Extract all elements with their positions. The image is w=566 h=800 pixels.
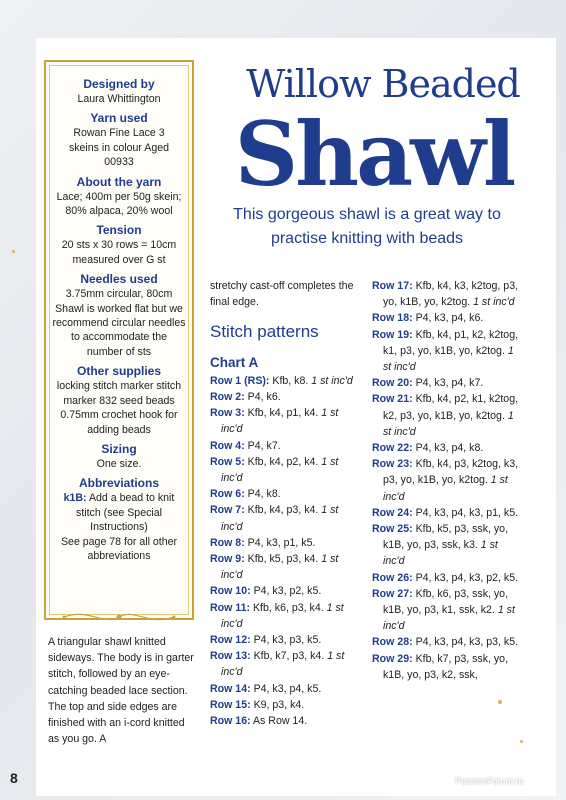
row-label: Row 7: <box>210 504 245 517</box>
abbreviation-key: k1B: <box>63 492 87 505</box>
intro-text: A triangular shawl knitted sideways. The body is in garter stitch, followed by an eye-catching beaded lace section. The top and side edges are finished with an i-cord knitted as you go. A <box>48 636 194 746</box>
row-increase-note: 1 st inc'd <box>221 650 345 679</box>
pattern-row <box>210 389 358 405</box>
row-instructions: P4, k3, p3, k5. <box>250 634 322 647</box>
pattern-row <box>372 440 522 456</box>
row-instructions: P4, k3, p4, k3, p1, k5. <box>412 506 519 519</box>
pattern-row <box>210 681 358 697</box>
row-label: Row 3: <box>210 407 245 420</box>
pattern-row <box>210 405 358 437</box>
pattern-row <box>210 632 358 648</box>
pattern-row <box>372 521 522 570</box>
row-label: Row 10: <box>210 585 251 598</box>
row-increase-note: 1 st inc'd <box>473 296 515 309</box>
row-instructions: P4, k3, p4, k3, p2, k5. <box>412 571 519 584</box>
pattern-info-box <box>44 60 194 620</box>
gold-flourish-ornament <box>44 606 194 628</box>
about-yarn-text: Lace; 400m per 50g skein; 80% alpaca, 20% wool <box>56 190 182 218</box>
row-instructions: Kfb, k4, k3, k2tog, p3, yo, k1B, yo, k2tog. <box>383 280 519 309</box>
row-increase-note: 1 st inc'd <box>221 601 344 630</box>
pattern-row <box>372 586 522 635</box>
row-label: Row 27: <box>372 587 413 600</box>
row-label: Row 29: <box>372 652 413 665</box>
sizing-text: One size. <box>96 457 142 470</box>
row-label: Row 19: <box>372 328 413 341</box>
row-instructions: Kfb, k4, p3, k4. <box>244 504 322 517</box>
needles-heading: Needles used <box>80 272 158 287</box>
row-instructions: Kfb, k7, p3, ssk, yo, k1B, yo, p3, k2, ssk, <box>383 652 509 681</box>
row-instructions: P4, k3, p4, k7. <box>412 377 484 390</box>
row-label: Row 26: <box>372 571 413 584</box>
abbreviations-see-page: See page 78 for all other abbreviations <box>60 535 178 562</box>
tension-heading: Tension <box>96 223 142 238</box>
row-label: Row 24: <box>372 506 413 519</box>
row-instructions: P4, k6. <box>244 391 281 404</box>
row-label: Row 5: <box>210 455 245 468</box>
row-label: Row 13: <box>210 650 251 663</box>
row-label: Row 6: <box>210 488 245 501</box>
row-label: Row 1 (RS): <box>210 374 270 387</box>
pattern-row <box>372 391 522 440</box>
row-instructions: Kfb, k8. <box>269 374 312 387</box>
pattern-row <box>210 454 358 486</box>
pattern-row <box>210 486 358 502</box>
watermark-text: PassionForum.ru <box>455 776 524 786</box>
pattern-row <box>372 327 522 376</box>
pattern-row <box>372 278 522 310</box>
pattern-row <box>372 505 522 521</box>
gold-sparkle-decoration <box>520 740 523 743</box>
row-instructions: Kfb, k4, p3, k2tog, k3, p3, yo, k1B, yo, k2tog. <box>383 458 519 487</box>
row-label: Row 9: <box>210 553 245 566</box>
pattern-column-3 <box>372 278 522 683</box>
pattern-row <box>372 651 522 683</box>
pattern-row <box>210 373 358 389</box>
chart-a-rows-list-continued <box>372 278 522 683</box>
row-label: Row 20: <box>372 377 413 390</box>
row-instructions: P4, k7. <box>244 439 281 452</box>
row-increase-note: 1 st inc'd <box>383 474 508 503</box>
pattern-row <box>372 375 522 391</box>
row-label: Row 2: <box>210 391 245 404</box>
pattern-column-2 <box>210 278 358 729</box>
needles-text: 3.75mm circular, 80cm Shawl is worked flat but we recommend circular needles to accommodate the number of sts <box>52 288 186 358</box>
pattern-row <box>372 456 522 505</box>
row-instructions: Kfb, k7, p3, k4. <box>250 650 328 663</box>
pattern-row <box>210 583 358 599</box>
gold-sparkle-decoration <box>12 250 15 253</box>
gold-sparkle-decoration <box>498 700 502 704</box>
row-instructions: P4, k3, p1, k5. <box>244 536 316 549</box>
pattern-row <box>210 502 358 534</box>
chart-a-rows-list <box>210 373 358 729</box>
row-label: Row 18: <box>372 312 413 325</box>
pattern-row <box>210 600 358 632</box>
page-number: 8 <box>10 770 18 786</box>
row-label: Row 16: <box>210 715 251 728</box>
about-yarn-heading: About the yarn <box>76 174 162 189</box>
row-instructions: Kfb, k4, p1, k4. <box>244 407 322 420</box>
row-instructions: P4, k3, p2, k5. <box>250 585 322 598</box>
row-instructions: Kfb, k4, p2, k1, k2tog, k2, p3, yo, k1B, yo, k2tog. <box>383 393 519 422</box>
designer-name: Laura Whittington <box>77 93 161 105</box>
abbreviation-k1b <box>46 491 192 534</box>
pattern-row <box>372 634 522 650</box>
row-increase-note: 1 st inc'd <box>383 344 514 374</box>
tension-text: 20 sts x 30 rows = 10cm measured over G st <box>61 239 177 266</box>
row-increase-note: 1 st inc'd <box>383 409 514 438</box>
row-label: Row 8: <box>210 536 245 549</box>
row-label: Row 23: <box>372 458 413 471</box>
row-increase-note: 1 st inc'd <box>221 553 339 582</box>
pattern-row <box>210 438 358 454</box>
pattern-row <box>210 713 358 729</box>
sizing-heading: Sizing <box>101 441 137 456</box>
pattern-row <box>210 551 358 583</box>
subtitle: This gorgeous shawl is a great way to practise knitting with beads <box>233 206 501 247</box>
row-increase-note: 1 st inc'd <box>383 539 498 568</box>
row-label: Row 22: <box>372 442 413 455</box>
row-increase-note: 1 st inc'd <box>221 455 339 485</box>
row-label: Row 4: <box>210 439 245 452</box>
abbreviations-heading: Abbreviations <box>78 476 159 491</box>
row-label: Row 11: <box>210 601 251 614</box>
row-instructions: P4, k3, p4, k3, p3, k5. <box>412 636 519 649</box>
pattern-row <box>210 648 358 680</box>
supplies-text: locking stitch marker stitch marker 832 seed beads 0.75mm crochet hook for adding beads <box>56 380 182 436</box>
row-label: Row 21: <box>372 393 413 406</box>
row-instructions: Kfb, k6, p3, ssk, yo, k1B, yo, p3, k1, ssk, k2. <box>383 587 509 617</box>
row-instructions: Kfb, k5, p3, k4. <box>244 553 322 566</box>
pattern-row <box>372 570 522 586</box>
row-label: Row 25: <box>372 523 413 536</box>
abbreviation-text: Add a bead to knit stitch (see Special Instructions) <box>76 492 175 534</box>
yarn-used-text: Rowan Fine Lace 3 skeins in colour Aged 00933 <box>68 127 170 169</box>
row-instructions: Kfb, k4, p2, k4. <box>244 455 322 468</box>
designed-by-heading: Designed by <box>83 77 155 91</box>
title-line-2: Shawl <box>234 102 514 206</box>
supplies-heading: Other supplies <box>76 364 162 379</box>
row-instructions: P4, k3, p4, k6. <box>412 312 484 325</box>
chart-a-heading: Chart A <box>210 354 259 370</box>
row-instructions: As Row 14. <box>250 715 308 728</box>
row-instructions: Kfb, k6, p3, k4. <box>250 601 327 614</box>
row-instructions: P4, k3, p4, k8. <box>412 442 484 455</box>
stitch-patterns-heading: Stitch patterns <box>210 322 319 342</box>
row-instructions: Kfb, k4, p1, k2, k2tog, k1, p3, yo, k1B, yo, k2tog. <box>383 328 519 357</box>
row-increase-note: 1 st inc'd <box>311 374 353 387</box>
row-label: Row 14: <box>210 682 251 695</box>
row-label: Row 28: <box>372 636 413 649</box>
row-label: Row 15: <box>210 698 251 711</box>
pattern-row <box>372 310 522 326</box>
row-instructions: K9, p3, k4. <box>250 698 305 711</box>
yarn-used-heading: Yarn used <box>90 111 148 126</box>
pattern-row <box>210 697 358 713</box>
cast-off-text: stretchy cast-off completes the final edge. <box>210 280 354 309</box>
pattern-row <box>210 535 358 551</box>
title-line-1: Willow Beaded <box>246 62 520 106</box>
row-instructions: P4, k3, p4, k5. <box>250 682 322 695</box>
row-label: Row 12: <box>210 634 251 647</box>
row-label: Row 17: <box>372 280 413 292</box>
row-instructions: P4, k8. <box>244 488 281 501</box>
row-increase-note: 1 st inc'd <box>221 407 339 436</box>
row-increase-note: 1 st inc'd <box>221 504 339 533</box>
row-increase-note: 1 st inc'd <box>383 604 515 633</box>
row-instructions: Kfb, k5, p3, ssk, yo, k1B, yo, p3, ssk, k3. <box>383 523 509 552</box>
